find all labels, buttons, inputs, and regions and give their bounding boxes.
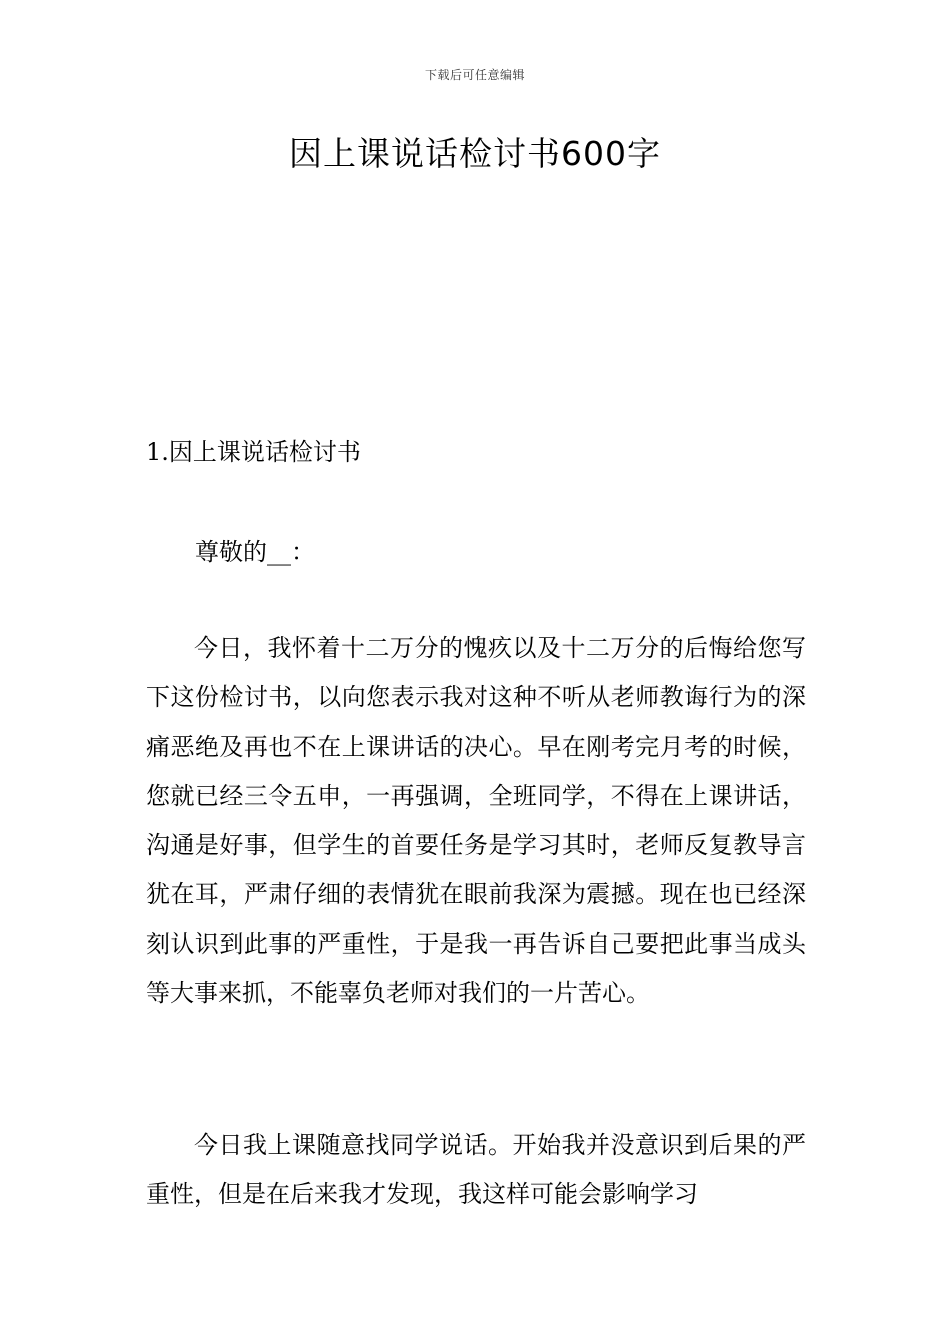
header-note: 下载后可任意编辑 [424,68,525,82]
salutation: 尊敬的__： [195,538,315,566]
document-title: 因上课说话检讨书600字 [289,134,661,173]
body-paragraph: 今日我上课随意找同学说话。开始我并没意识到后果的严重性，但是在后来我才发现，我这样可能会影响学习 [146,1131,806,1209]
section-heading: 1.因上课说话检讨书 [146,438,361,466]
body-paragraph: 今日，我怀着十二万分的愧疚以及十二万分的后悔给您写下这份检讨书，以向您表示我对这种不听从老师教诲行为的深痛恶绝及再也不在上课讲话的决心。早在刚考完月考的时候，您就已经三令五申，一再强调，全班同学，不得在上课讲话，沟通是好事，但学生的首要任务是学习其时，老师反复教导言犹在耳，严肃仔细的表情犹在眼前我深为震撼。现在也已经深刻认识到此事的严重性，于是我一再告诉自己要把此事当成头等大事来抓，不能辜负老师对我们的一片苦心。 [146,634,806,1008]
